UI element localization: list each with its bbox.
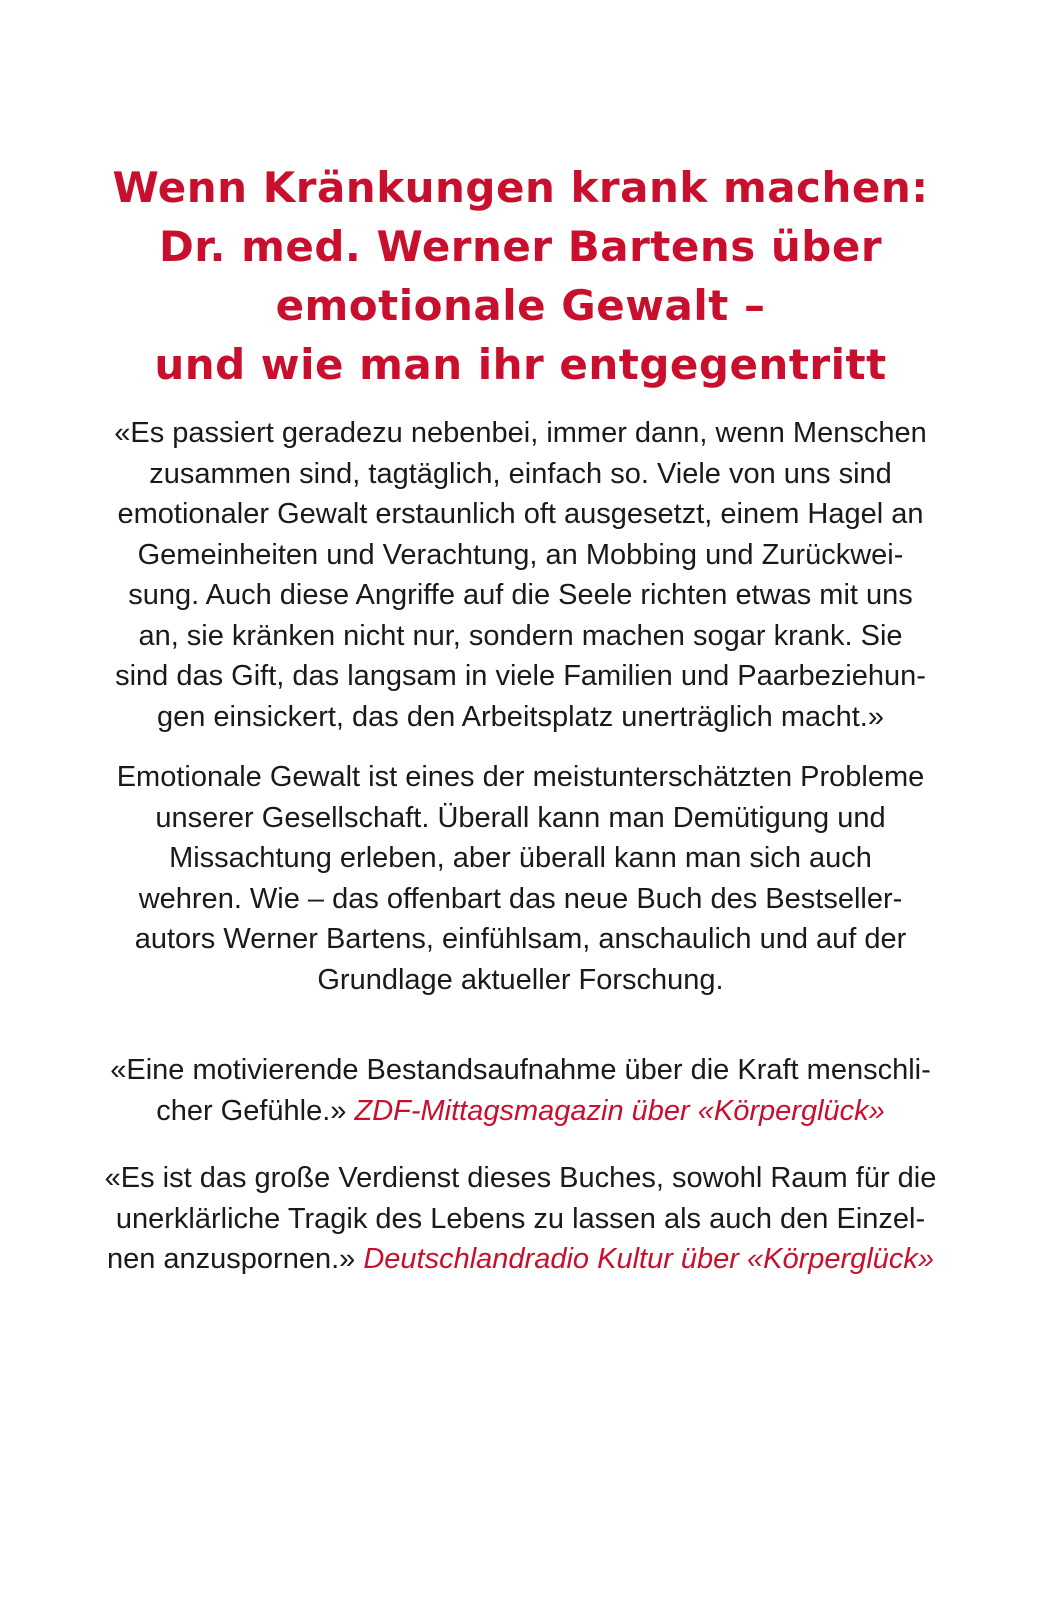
headline-line: Wenn Kränkungen krank machen: [112,163,929,212]
text-line: «Es ist das große Verdienst dieses Buches, sowohl Raum für die [104,1162,937,1194]
headline-line: emotionale Gewalt – [275,281,766,330]
headline-line: Dr. med. Werner Bartens über [158,222,883,271]
text-line: unerklärliche Tragik des Lebens zu lassen als auch den Einzel- [115,1202,926,1235]
review-source: Deutschlandradio Kultur über «Körperglück» [363,1243,935,1275]
text-line: unserer Gesellschaft. Überall kann man Demütigung und [155,801,886,834]
text-line: Gemeinheiten und Verachtung, an Mobbing und Zurückwei- [137,538,904,571]
text-line: Missachtung erleben, aber überall kann man sich auch [169,842,872,874]
text-line: «Es passiert geradezu nebenbei, immer dann, wenn Menschen [114,417,927,449]
headline [60,158,981,394]
text-line [60,1091,981,1132]
text-line: an, sie kränken nicht nur, sondern machen sogar krank. Sie [138,619,903,652]
text-line: Emotionale Gewalt ist eines der meistunterschätzten Probleme [116,761,925,793]
text-line: emotionaler Gewalt erstaunlich oft ausgesetzt, einem Hagel an [117,498,924,530]
text-line: gen einsickert, das den Arbeitsplatz unerträglich macht.» [156,700,884,733]
review-quote [60,1158,981,1280]
text-line: wehren. Wie – das offenbart das neue Buch des Bestseller- [138,882,903,915]
text-line: sung. Auch diese Angriffe auf die Seele richten etwas mit uns [128,579,913,611]
text-line: autors Werner Bartens, einfühlsam, anschaulich und auf der [134,923,907,955]
text-line: «Eine motivierende Bestandsaufnahme über die Kraft menschli- [110,1054,931,1086]
review-quote [60,1050,981,1131]
text-line [60,1239,981,1280]
text-line: sind das Gift, das langsam in viele Familien und Paarbeziehun- [115,660,926,692]
text-line: zusammen sind, tagtäglich, einfach so. Viele von uns sind [149,457,892,490]
book-description [60,757,981,1000]
text-line: Grundlage aktueller Forschung. [317,963,724,996]
review-source: ZDF-Mittagsmagazin über «Körperglück» [354,1094,885,1127]
headline-line: und wie man ihr entgegentritt [154,340,887,389]
intro-quote [60,413,981,737]
review-text: nen anzuspornen.» [106,1243,356,1275]
review-text: cher Gefühle.» [156,1094,347,1127]
